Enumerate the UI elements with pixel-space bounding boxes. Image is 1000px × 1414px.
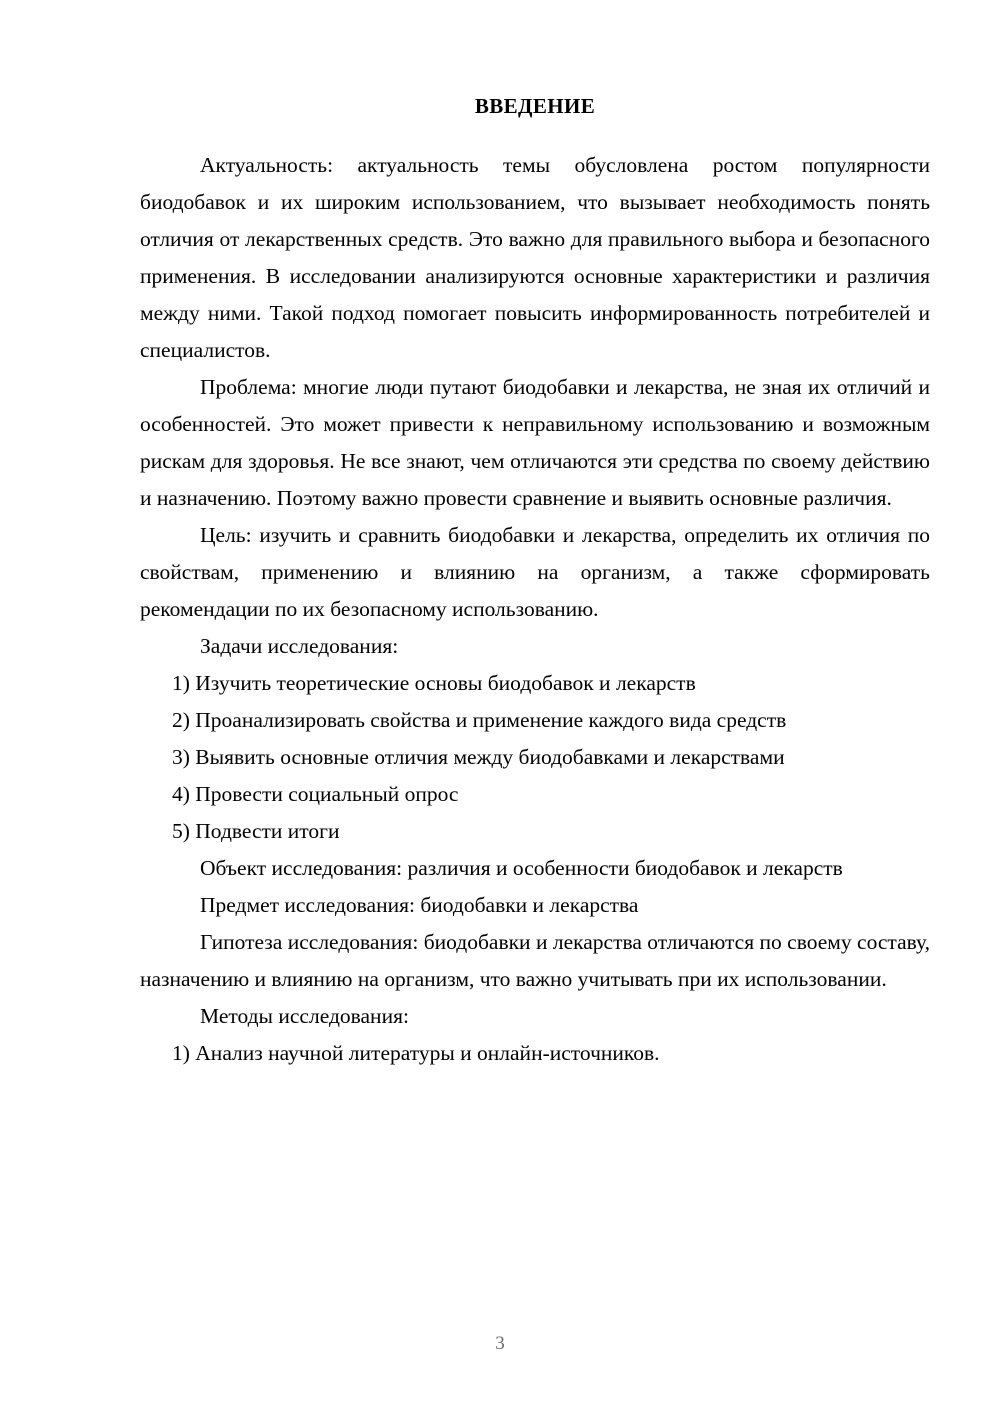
paragraph-problem: Проблема: многие люди путают биодобавки и лекарства, не зная их отличий и особенностей. Это может привести к неправильному использованию и возможным рискам для здоровья. Не все знают, чем отличаются эти средства по своему действию и назначению. Поэтому важно провести сравнение и выявить основные различия. <box>140 375 930 510</box>
document-content <box>140 88 930 1072</box>
list-item: 3) Выявить основные отличия между биодобавками и лекарствами <box>172 745 785 769</box>
list-item: 1) Изучить теоретические основы биодобавок и лекарств <box>172 671 696 695</box>
heading-tasks: Задачи исследования: <box>200 634 399 658</box>
list-item: 5) Подвести итоги <box>172 819 340 843</box>
paragraph-relevance: Актуальность: актуальность темы обусловлена ростом популярности биодобавок и их широким использованием, что вызывает необходимость понять отличия от лекарственных средств. Это важно для правильного выбора и безопасного применения. В исследовании анализируются основные характеристики и различия между ними. Такой подход помогает повысить информированность потребителей и специалистов. <box>140 153 930 362</box>
tasks-list <box>140 665 930 850</box>
paragraph-subject: Предмет исследования: биодобавки и лекарства <box>200 893 639 917</box>
list-item: 1) Анализ научной литературы и онлайн-источников. <box>172 1041 660 1065</box>
page-title: ВВЕДЕНИЕ <box>474 94 596 118</box>
methods-list <box>140 1035 930 1072</box>
page-number: 3 <box>495 1333 505 1354</box>
paragraph-object: Объект исследования: различия и особенности биодобавок и лекарств <box>200 856 843 880</box>
list-item: 2) Проанализировать свойства и применение каждого вида средств <box>172 708 787 732</box>
list-item: 4) Провести социальный опрос <box>172 782 459 806</box>
paragraph-goal: Цель: изучить и сравнить биодобавки и лекарства, определить их отличия по свойствам, применению и влиянию на организм, а также сформировать рекомендации по их безопасному использованию. <box>140 523 930 621</box>
heading-methods: Методы исследования: <box>200 1004 409 1028</box>
paragraph-hypothesis: Гипотеза исследования: биодобавки и лекарства отличаются по своему составу, назначению и влиянию на организм, что важно учитывать при их использовании. <box>140 930 930 991</box>
